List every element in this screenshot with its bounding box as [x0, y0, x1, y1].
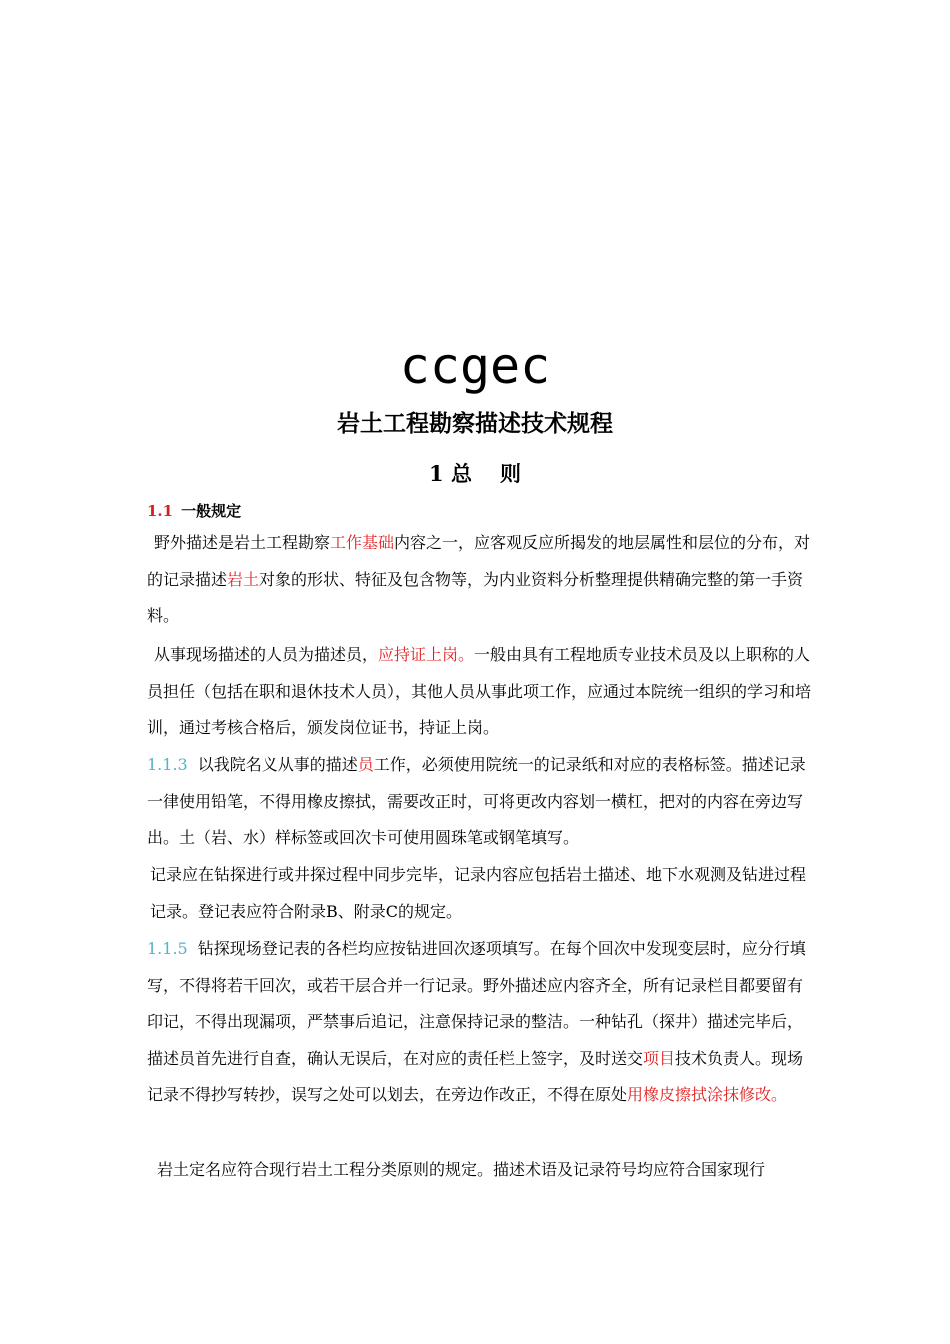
p1-highlight-work-basis: 工作基础 [330, 533, 395, 552]
chapter-word-1: 总 [450, 461, 472, 486]
chapter-word-2: 则 [499, 461, 521, 486]
paragraph-6 [147, 1152, 811, 1189]
p1-highlight-rock-soil: 岩土 [227, 569, 260, 589]
p5-text-c: 技术负责人。现场记录不得抄写转抄，误写之处可以划去，在旁边作改正，不得在原处 [147, 1048, 804, 1104]
p5-text-a: 钻探现场登记表的各栏均应按钻进回次逐项填写。在每个回次中发现变层时，应分行填写，不得将若干回次，或若干层合并一行记录。野外描述应内容齐全，所有记录栏目都要留有印记，不得出现漏项，严禁事后追记，注意保持记录的整洁。一种钻孔（探井）描述完毕后，描述员首先进行自查，确认无误后，在对应的责任栏上签字，及时送交 [147, 939, 806, 1068]
paragraph-1 [147, 525, 811, 635]
document-title: 岩土工程勘察描述技术规程 [337, 411, 613, 437]
section-number: 1.1 [147, 502, 174, 520]
p1-text-c: 内容之一，应客观反应所揭发的地层属性和层位的分布，对的记录描述 [147, 533, 811, 589]
p5-clause-number: 1.1.5 [147, 939, 188, 958]
section-heading [147, 500, 241, 522]
p1-text-a: 野外描述是岩土工程勘察 [154, 533, 331, 552]
chapter-heading [0, 458, 950, 490]
brand-logo-text: ccgec [399, 337, 551, 395]
p6-text-a: 岩土定名应符合现行岩土工程分类原则的规定。描述术语及记录符号均应符合国家现行 [157, 1160, 766, 1179]
p4-text-a: 记录应在钻探进行或井探过程中同步完毕，记录内容应包括岩土描述、地下水观测及钻进过程记录。登记表应符合附录B、附录C的规定。 [150, 865, 807, 921]
section-label: 一般规定 [181, 502, 242, 520]
chapter-number: 1 [429, 461, 444, 486]
paragraph-3 [147, 747, 811, 857]
paragraph-4 [150, 857, 811, 930]
p1-text-e: 对象的形状、特征及包含物等，为内业资料分析整理提供精确完整的第一手资料。 [147, 569, 804, 625]
paragraph-2 [147, 637, 811, 747]
p2-text-a: 从事现场描述的人员为描述员， [154, 645, 379, 664]
paragraph-5 [147, 931, 811, 1114]
p5-highlight-project: 项目 [643, 1048, 676, 1068]
p3-highlight-staff: 员 [357, 755, 374, 774]
p3-text-c: 工作，必须使用院统一的记录纸和对应的表格标签。描述记录一律使用铅笔，不得用橡皮擦拭，需要改正时，可将更改内容划一横杠，把对的内容在旁边写出。土（岩、水）样标签或回次卡可使用圆珠笔或钢笔填写。 [147, 755, 806, 847]
p2-highlight-period: 。 [458, 645, 475, 664]
p2-text-d: 一般由具有工程地质专业技术员及以上职称的人员担任（包括在职和退休技术人员），其他人员从事此项工作，应通过本院统一组织的学习和培训，通过考核合格后，颁发岗位证书，持证上岗。 [147, 645, 812, 737]
p5-highlight-no-eraser: 用橡皮擦拭涂抹修改。 [627, 1085, 788, 1104]
p3-text-a: 以我院名义从事的描述 [197, 755, 358, 774]
p3-clause-number: 1.1.3 [147, 755, 188, 774]
p2-highlight-certified: 应持证上岗 [378, 645, 459, 664]
